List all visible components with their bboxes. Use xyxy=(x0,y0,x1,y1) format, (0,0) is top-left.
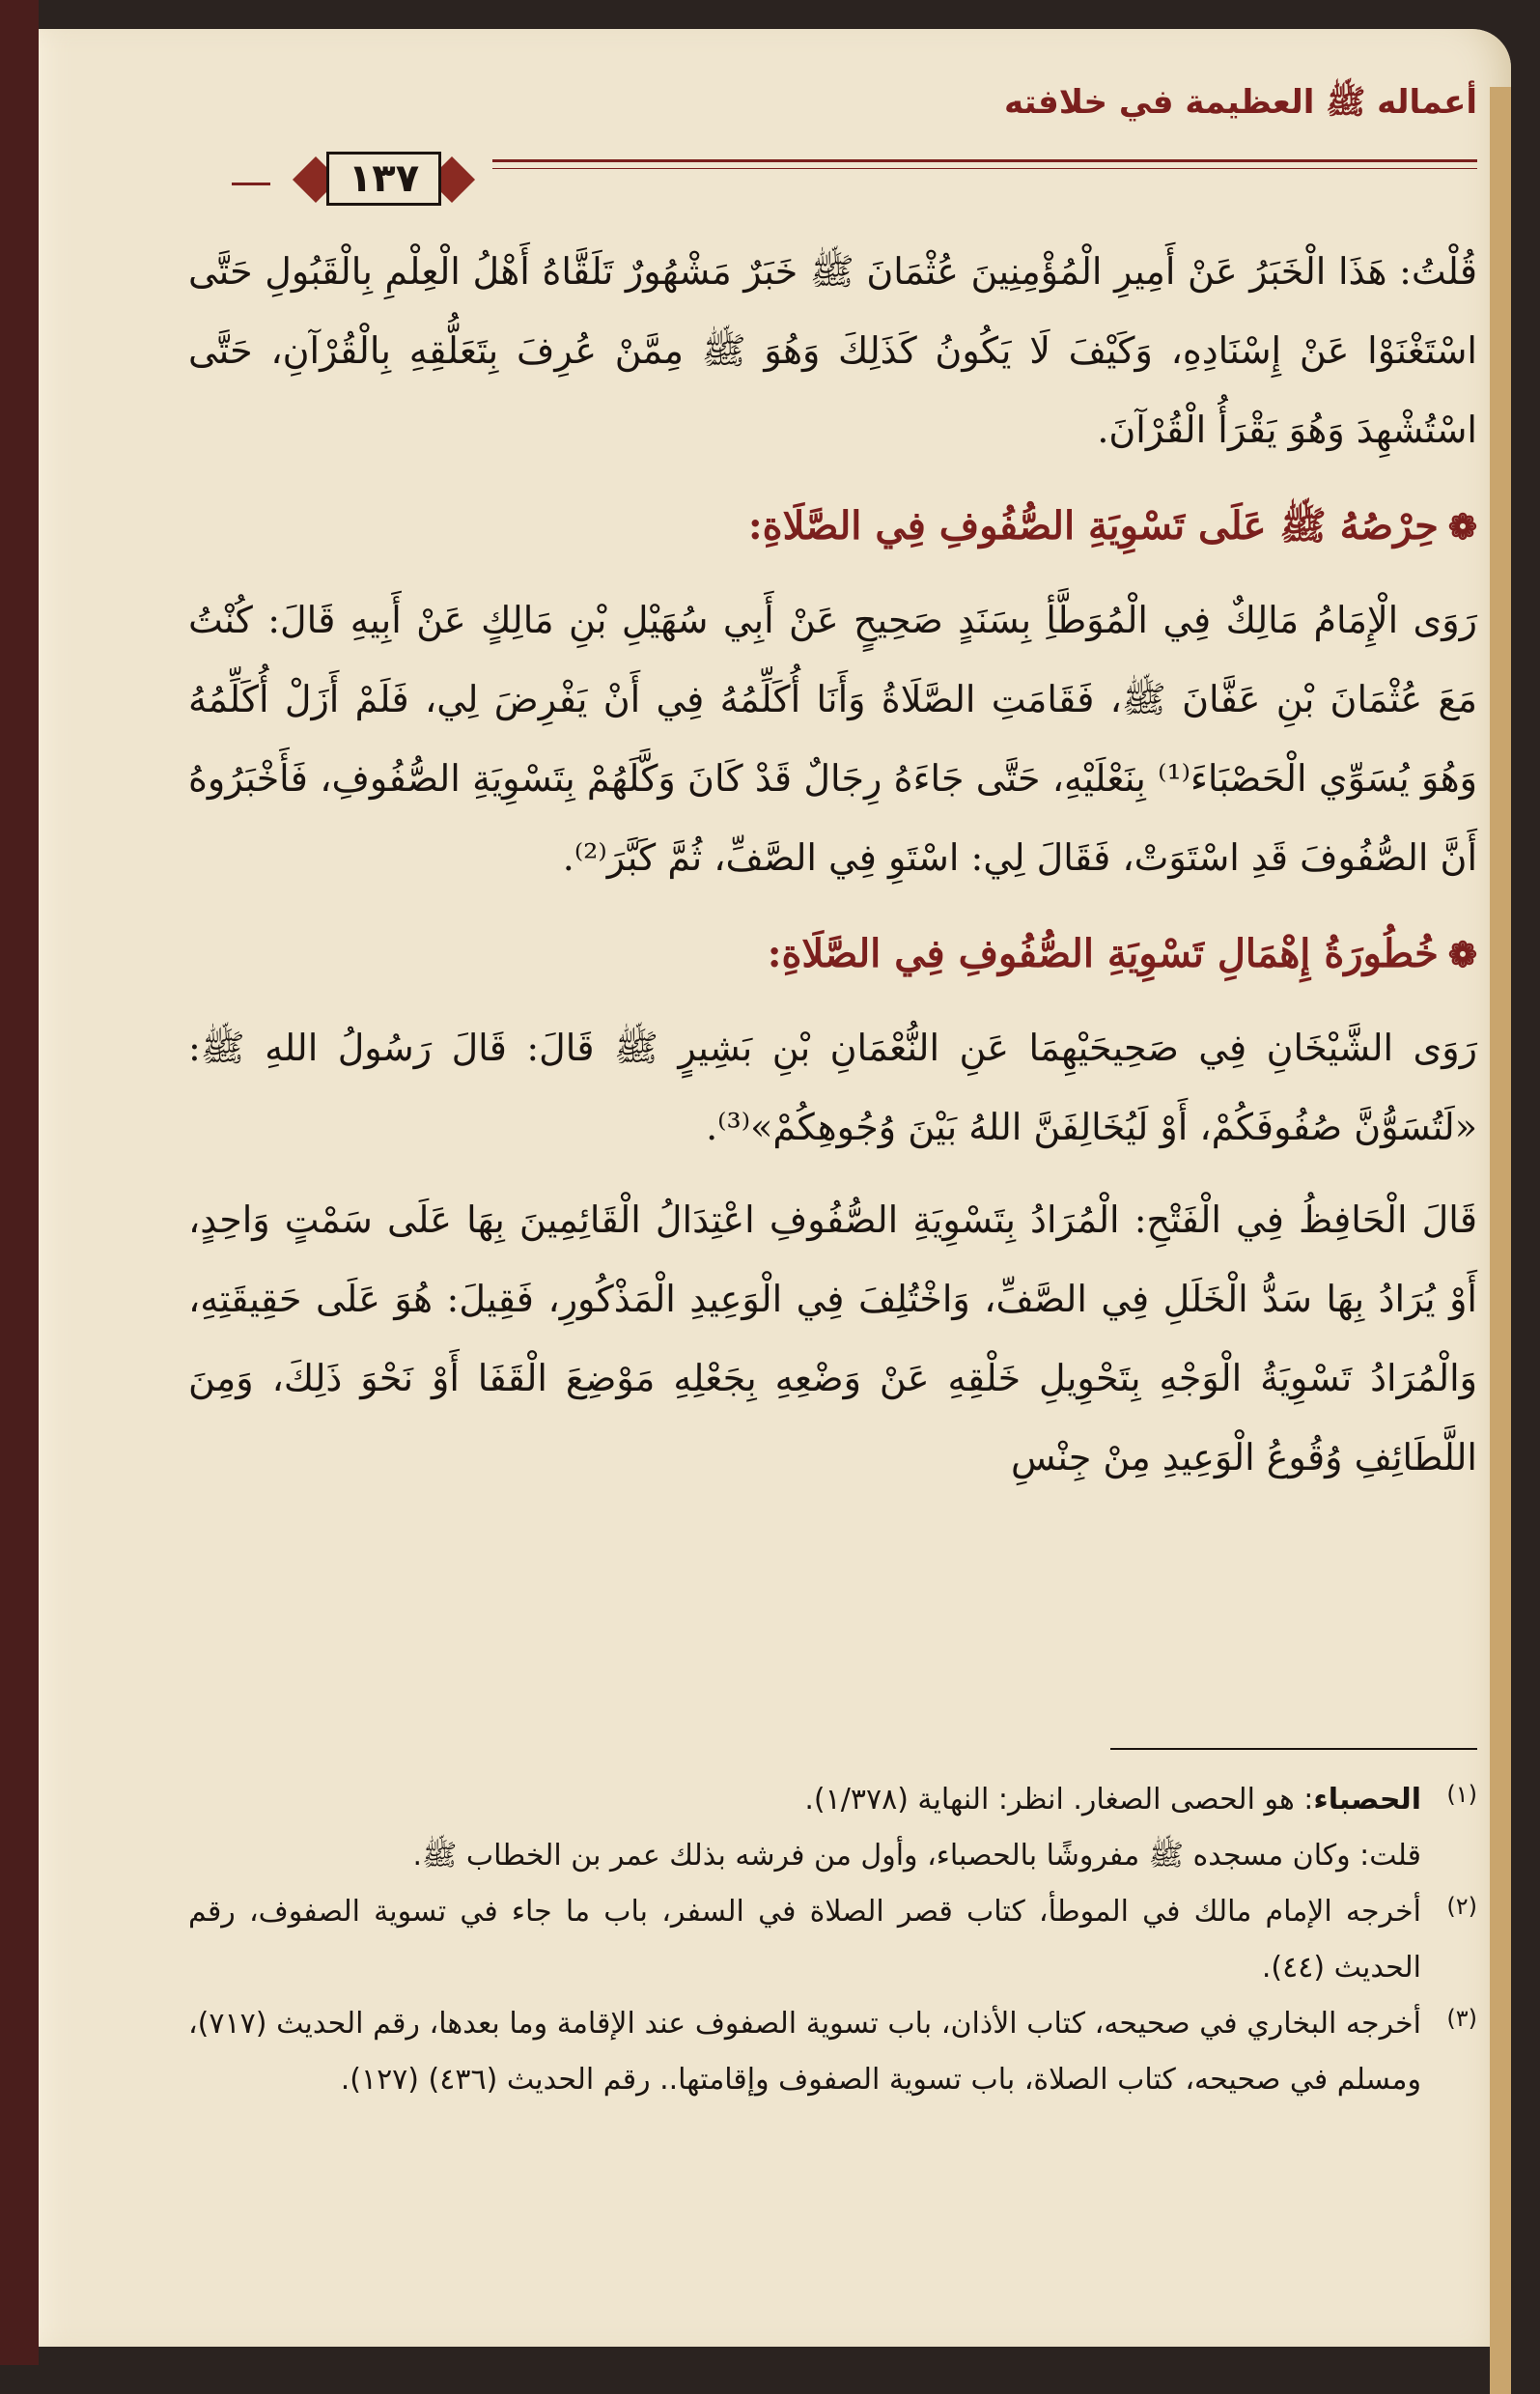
section-heading-1-text: حِرْصُهُ ﷺ عَلَى تَسْوِيَةِ الصُّفُوفِ فِي الصَّلَاةِ: xyxy=(747,503,1439,549)
page-number: ١٣٧ xyxy=(326,152,441,206)
section-heading-1 xyxy=(188,483,1477,571)
footnote-number: (١) xyxy=(1446,1781,1477,1808)
paragraph-1: قُلْتُ: هَذَا الْخَبَرُ عَنْ أَمِيرِ الْمُؤْمِنِينَ عُثْمَانَ ﷺ خَبَرٌ مَشْهُورٌ تَلَقَّاهُ أَهْلُ الْعِلْمِ بِالْقَبُولِ حَتَّى اسْتَغْنَوْا عَنْ إِسْنَادِهِ، وَكَيْفَ لَا يَكُونُ كَذَلِكَ وَهُوَ ﷺ مِمَّنْ عُرِفَ بِتَعَلُّقِهِ بِالْقُرْآنِ، حَتَّى اسْتُشْهِدَ وَهُوَ يَقْرَأُ الْقُرْآنَ. xyxy=(188,250,1477,451)
footnote-separator xyxy=(1110,1748,1477,1750)
footnote-text: : هو الحصى الصغار. انظر: النهاية (١/٣٧٨). xyxy=(804,1783,1314,1817)
section-heading-2-text: خُطُورَةُ إِهْمَالِ تَسْوِيَةِ الصُّفُوفِ فِي الصَّلَاةِ: xyxy=(767,931,1439,976)
footnotes xyxy=(188,1772,1477,2108)
running-title: أعماله ﷺ العظيمة في خلافته xyxy=(1003,83,1477,122)
footnote-text: أخرجه البخاري في صحيحه، كتاب الأذان، باب تسوية الصفوف عند الإقامة وما بعدها، رقم الحديث (٧١٧)، ومسلم في صحيحه، كتاب الصلاة، باب تسوية الصفوف وإقامتها.. رقم الحديث (٤٣٦) (١٢٧). xyxy=(188,2007,1421,2097)
footnote-item xyxy=(188,1772,1477,1884)
book-binding xyxy=(0,0,39,2365)
page-edge xyxy=(1490,87,1511,2394)
footnote-term: الحصباء xyxy=(1313,1783,1421,1817)
page-header xyxy=(222,82,1477,208)
footnote-item xyxy=(188,1996,1477,2108)
flower-icon: ❁ xyxy=(1447,935,1477,975)
section-heading-2 xyxy=(188,911,1477,999)
footnote-number: (٢) xyxy=(1446,1893,1477,1920)
main-text xyxy=(188,232,1477,1510)
page-number-ornament xyxy=(299,150,468,208)
header-dash xyxy=(232,183,270,185)
paragraph-2: رَوَى الْإِمَامُ مَالِكٌ فِي الْمُوَطَّأِ بِسَنَدٍ صَحِيحٍ عَنْ أَبِي سُهَيْلِ بْنِ مَالِكٍ عَنْ أَبِيهِ قَالَ: كُنْتُ مَعَ عُثْمَانَ بْنِ عَفَّانَ ﷺ، فَقَامَتِ الصَّلَاةُ وَأَنَا أُكَلِّمُهُ فِي أَنْ يَفْرِضَ لِي، فَلَمْ أَزَلْ أُكَلِّمُهُ وَهُوَ يُسَوِّي الْحَصْبَاءَ⁽¹⁾ بِنَعْلَيْهِ، حَتَّى جَاءَهُ رِجَالٌ قَدْ كَانَ وَكَّلَهُمْ بِتَسْوِيَةِ الصُّفُوفِ، فَأَخْبَرُوهُ أَنَّ الصُّفُوفَ قَدِ اسْتَوَتْ، فَقَالَ لِي: اسْتَوِ فِي الصَّفِّ، ثُمَّ كَبَّرَ⁽²⁾. xyxy=(188,599,1477,879)
footnote-number: (٣) xyxy=(1446,2005,1477,2032)
footnote-extra: قلت: وكان مسجده ﷺ مفروشًا بالحصباء، وأول من فرشه بذلك عمر بن الخطاب ﷺ. xyxy=(412,1839,1421,1873)
paragraph-3: رَوَى الشَّيْخَانِ فِي صَحِيحَيْهِمَا عَنِ النُّعْمَانِ بْنِ بَشِيرٍ ﷺ قَالَ: قَالَ رَسُولُ اللهِ ﷺ: «لَتُسَوُّنَّ صُفُوفَكُمْ، أَوْ لَيُخَالِفَنَّ اللهُ بَيْنَ وُجُوهِكُمْ»⁽³⁾. xyxy=(188,1027,1477,1148)
paragraph-4: قَالَ الْحَافِظُ فِي الْفَتْحِ: الْمُرَادُ بِتَسْوِيَةِ الصُّفُوفِ اعْتِدَالُ الْقَائِمِينَ بِهَا عَلَى سَمْتٍ وَاحِدٍ، أَوْ يُرَادُ بِهَا سَدُّ الْخَلَلِ فِي الصَّفِّ، وَاخْتُلِفَ فِي الْوَعِيدِ الْمَذْكُورِ، فَقِيلَ: هُوَ عَلَى حَقِيقَتِهِ، وَالْمُرَادُ تَسْوِيَةُ الْوَجْهِ بِتَحْوِيلِ خَلْقِهِ عَنْ وَضْعِهِ بِجَعْلِهِ مَوْضِعَ الْقَفَا أَوْ نَحْوَ ذَلِكَ، وَمِنَ اللَّطَائِفِ وُقُوعُ الْوَعِيدِ مِنْ جِنْسِ xyxy=(188,1198,1477,1479)
flower-icon: ❁ xyxy=(1447,507,1477,548)
footnote-text: أخرجه الإمام مالك في الموطأ، كتاب قصر الصلاة في السفر، باب ما جاء في تسوية الصفوف، رقم الحديث (٤٤). xyxy=(188,1895,1421,1985)
footnote-item xyxy=(188,1884,1477,1996)
header-rule xyxy=(492,159,1477,169)
